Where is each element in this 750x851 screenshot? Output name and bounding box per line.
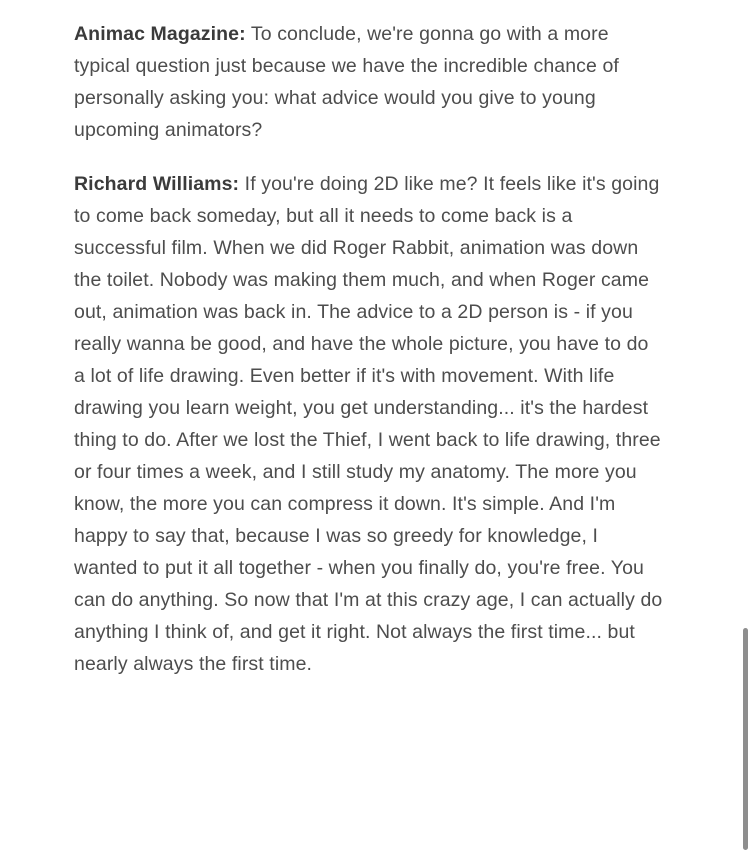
paragraph-text-answer: If you're doing 2D like me? It feels like it's going to come back someday, but all it needs to come back is a successful film. When we did Roger Rabbit, animation was down the toilet. Nobody was making them much, and when Roger came out, animation was back in. The advice to a 2D person is - if you really wanna be good, and have the whole picture, you have to do a lot of life drawing. Even better if it's with movement. With life drawing you learn weight, you get understanding... it's the hardest thing to do. After we lost the Thief, I went back to life drawing, three or four times a week, and I still study my anatomy. The more you know, the more you can compress it down. It's simple. And I'm happy to say that, because I was so greedy for knowledge, I wanted to put it all together - when you finally do, you're free. You can do anything. So now that I'm at this crazy age, I can actually do anything I think of, and get it right. Not always the first time... but nearly always the first time. (74, 173, 663, 675)
speaker-label-interviewee: Richard Williams: (74, 173, 240, 195)
paragraph-answer (74, 168, 664, 680)
speaker-label-interviewer: Animac Magazine: (74, 23, 246, 45)
vertical-scrollbar[interactable] (740, 0, 750, 851)
scrollbar-thumb[interactable] (743, 628, 748, 850)
interview-article (74, 18, 664, 680)
paragraph-question (74, 18, 664, 146)
paragraph-text-question: To conclude, we're gonna go with a more typical question just because we have the incredible chance of personally asking you: what advice would you give to young upcoming animators? (74, 23, 619, 141)
